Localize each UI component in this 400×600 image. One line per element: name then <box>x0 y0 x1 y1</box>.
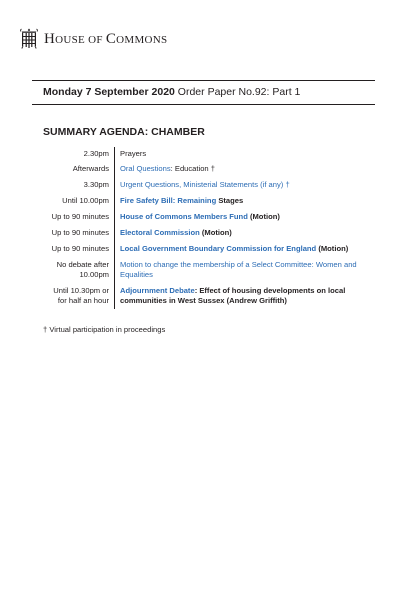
agenda-item <box>115 283 373 309</box>
order-paper-date: Monday 7 September 2020 <box>43 86 175 98</box>
agenda-row <box>43 209 373 225</box>
agenda-time: Up to 90 minutes <box>43 225 115 241</box>
agenda-item-text: (Motion) <box>316 244 349 253</box>
agenda-time: Afterwards <box>43 161 115 177</box>
agenda-time: Up to 90 minutes <box>43 209 115 225</box>
agenda-item-text: : Effect of housing developments on local communities in West Sussex (Andrew Griffith) <box>120 286 346 305</box>
order-paper-number: Order Paper No.92: Part 1 <box>174 86 301 98</box>
agenda-time: 3.30pm <box>43 177 115 193</box>
bottom-divider <box>32 104 375 105</box>
agenda-row <box>43 161 373 177</box>
agenda-row <box>43 147 373 161</box>
agenda-table <box>43 147 373 309</box>
agenda-item <box>115 161 373 177</box>
agenda-time: Until 10.00pm <box>43 193 115 209</box>
agenda-item-link[interactable]: House of Commons Members Fund <box>120 212 248 221</box>
agenda-item-link[interactable]: Fire Safety Bill: Remaining <box>120 196 217 205</box>
order-paper-title <box>43 86 300 98</box>
agenda-time: 2.30pm <box>43 147 115 161</box>
agenda-row <box>43 257 373 283</box>
agenda-item-link[interactable]: Urgent Questions, Ministerial Statements (if any) † <box>120 180 290 189</box>
portcullis-icon <box>20 28 38 50</box>
agenda-row <box>43 225 373 241</box>
agenda-item <box>115 209 373 225</box>
agenda-item <box>115 225 373 241</box>
agenda-item-link[interactable]: Adjournment Debate <box>120 286 195 295</box>
agenda-row <box>43 193 373 209</box>
footnote: † Virtual participation in proceedings <box>43 325 166 334</box>
agenda-item-link[interactable]: Oral Questions <box>120 164 171 173</box>
top-divider <box>32 80 375 81</box>
agenda-item-text: : Education † <box>170 164 215 173</box>
agenda-item <box>115 257 373 283</box>
agenda-item <box>115 241 373 257</box>
agenda-item-text: Prayers <box>120 149 147 158</box>
agenda-item-link[interactable]: Local Government Boundary Commission for England <box>120 244 317 253</box>
logo-wordmark: HOUSE OF COMMONS <box>44 30 168 47</box>
agenda-item-text: Stages <box>216 196 244 205</box>
agenda-item <box>115 147 373 161</box>
agenda-item-text: (Motion) <box>199 228 232 237</box>
agenda-item-link[interactable]: Motion to change the membership of a Select Committee: Women and Equalities <box>120 260 357 279</box>
agenda-item-text: (Motion) <box>247 212 280 221</box>
agenda-time: Up to 90 minutes <box>43 241 115 257</box>
house-of-commons-logo <box>20 26 167 52</box>
agenda-time: Until 10.30pm or for half an hour <box>43 283 115 309</box>
agenda-row <box>43 177 373 193</box>
agenda-row <box>43 283 373 309</box>
agenda-item <box>115 193 373 209</box>
agenda-item <box>115 177 373 193</box>
agenda-row <box>43 241 373 257</box>
agenda-item-link[interactable]: Electoral Commission <box>120 228 200 237</box>
summary-agenda-heading: SUMMARY AGENDA: CHAMBER <box>43 126 205 138</box>
agenda-time: No debate after 10.00pm <box>43 257 115 283</box>
